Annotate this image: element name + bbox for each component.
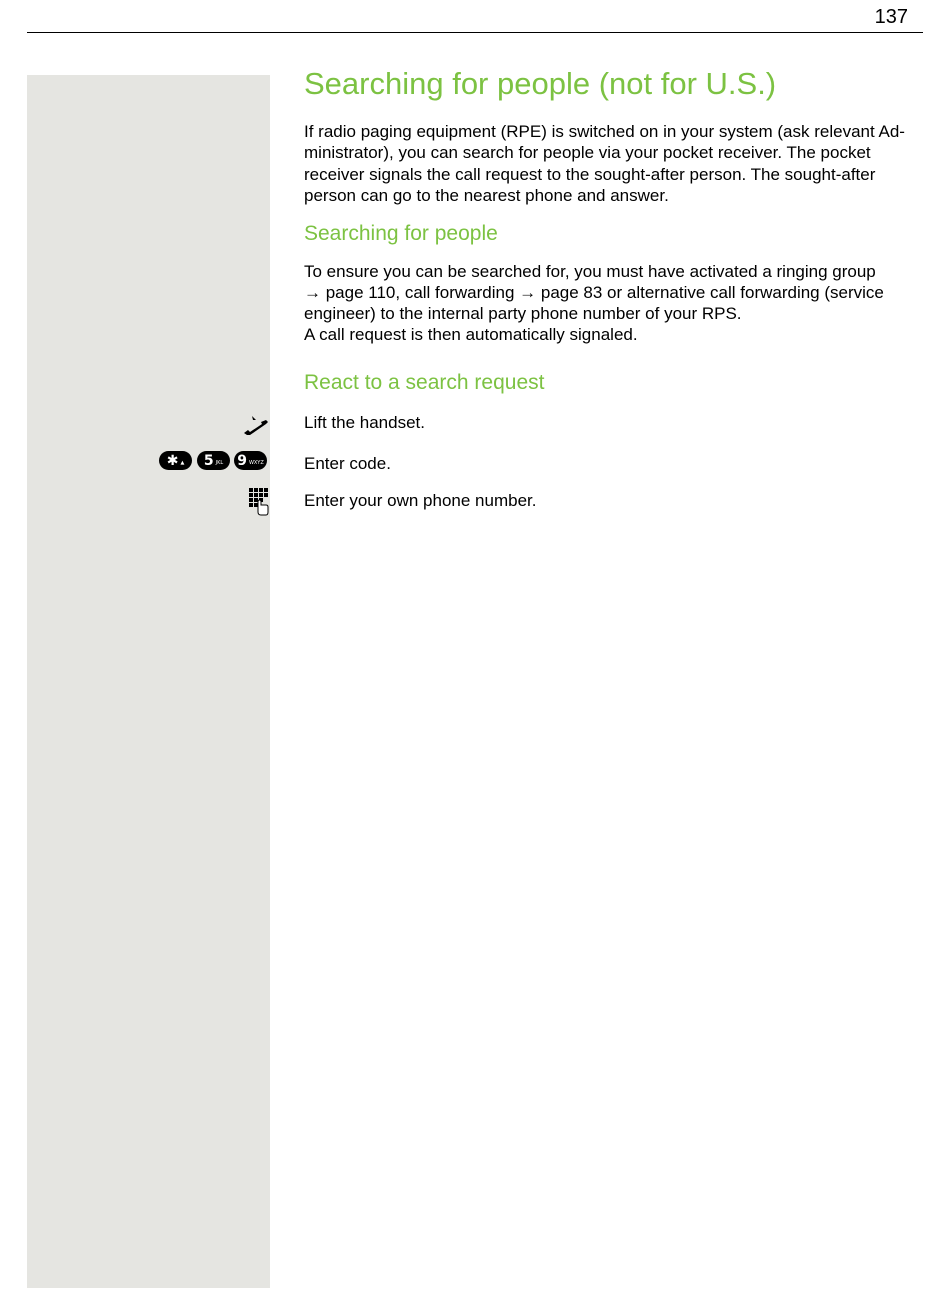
five-key: 5 JKL — [197, 451, 230, 470]
handset-lift-icon — [242, 414, 270, 436]
step-enter-code: Enter code. — [304, 454, 391, 473]
nine-key: 9 WXYZ — [234, 451, 267, 470]
section1-line-2: → page 110, call forwarding → page 83 or alternative call forwarding (service — [304, 283, 884, 302]
page-title: Searching for people (not for U.S.) — [304, 66, 777, 101]
section1-line-4: A call request is then automatically signaled. — [304, 325, 638, 344]
star-key: ✱ ▲ — [159, 451, 192, 470]
section1-line-3: engineer) to the internal party phone number of your RPS. — [304, 304, 742, 323]
section1-line-1: To ensure you can be searched for, you must have activated a ringing group — [304, 262, 876, 281]
header-rule — [27, 32, 923, 33]
keypad-icon — [249, 488, 269, 516]
section-heading-react: React to a search request — [304, 371, 545, 394]
intro-line-3: receiver signals the call request to the sought-after person. The sought-after — [304, 165, 876, 184]
section-heading-searching: Searching for people — [304, 222, 498, 245]
step-enter-number: Enter your own phone number. — [304, 491, 537, 510]
step-lift-handset: Lift the handset. — [304, 413, 425, 432]
intro-line-4: person can go to the nearest phone and answer. — [304, 186, 669, 205]
intro-line-2: ministrator), you can search for people via your pocket receiver. The pocket — [304, 143, 871, 162]
intro-line-1: If radio paging equipment (RPE) is switched on in your system (ask relevant Ad- — [304, 122, 905, 141]
sidebar — [27, 75, 270, 1288]
page-number: 137 — [874, 6, 908, 28]
